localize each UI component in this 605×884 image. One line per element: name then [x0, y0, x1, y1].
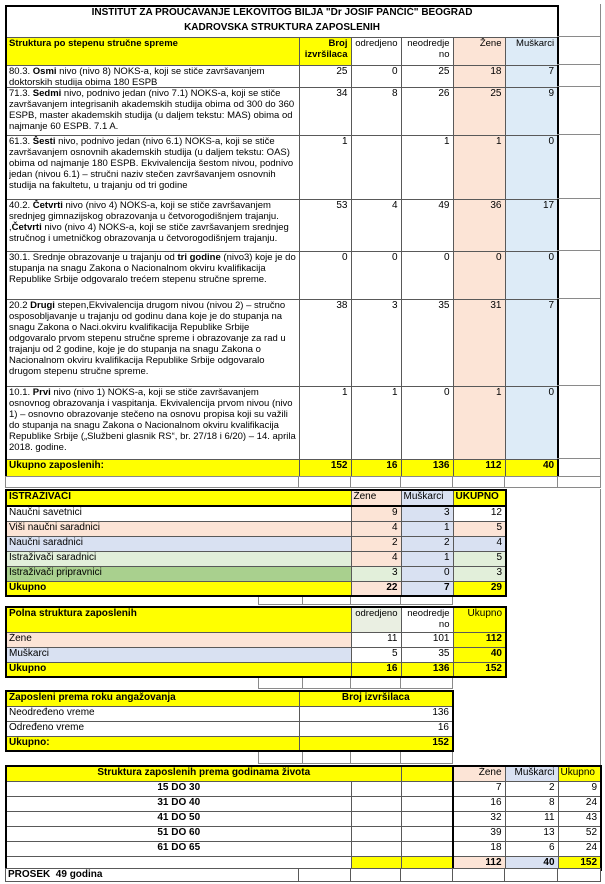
- section-title-polna-struktura: Polna struktura zaposlenih: [6, 607, 351, 632]
- table-header-row: [6, 37, 558, 65]
- table-row: [6, 477, 601, 488]
- table-row: [6, 796, 601, 811]
- level4-muskarci: 17: [505, 199, 558, 251]
- empty-cell: [351, 677, 401, 689]
- value-zene: 4: [351, 521, 401, 536]
- empty-cell: [401, 841, 453, 856]
- table-row: [6, 566, 506, 581]
- row-label: Žene: [6, 632, 351, 647]
- total-muskarci: 7: [401, 581, 453, 596]
- level4-odredjeno: 4: [351, 199, 401, 251]
- level1-broj: 1: [299, 386, 351, 459]
- empty-cell: [401, 751, 453, 764]
- column-header-odredjeno: odredjeno: [351, 37, 401, 65]
- row-label: Viši naučni saradnici: [6, 521, 351, 536]
- level8-odredjeno: 0: [351, 65, 401, 87]
- value-ukupno: 24: [558, 796, 601, 811]
- level71-description: 71.3. Sedmi nivo, podnivo jedan (nivo 7.1) NOKS-a, koji se stiče završavanjem integrisanih akademskih studija obima od 300 do 360 ESPB, master akademskih studija (u daljem tekstu: MAS) obima od najmanje 60 ESPB. 7.1 A.: [6, 87, 299, 135]
- value-muskarci: 6: [505, 841, 558, 856]
- average-age-label: PROSEK 49 godina: [6, 869, 299, 882]
- empty-cell: [303, 751, 351, 764]
- table-row: [6, 551, 506, 566]
- column-header-zene: Žene: [453, 37, 505, 65]
- column-header-ukupno: UKUPNO: [453, 490, 506, 506]
- total-zene: 112: [453, 856, 505, 870]
- table-header-row: [6, 607, 506, 632]
- total-muskarci: 40: [505, 856, 558, 870]
- total-row: [6, 581, 506, 596]
- total-row: [6, 459, 558, 477]
- level2-odredjeno: 3: [351, 299, 401, 386]
- table-row: [6, 506, 506, 521]
- level2-zene: 31: [453, 299, 505, 386]
- value-ukupno: 43: [558, 811, 601, 826]
- total-ukupno: 29: [453, 581, 506, 596]
- table-row: [6, 65, 558, 87]
- level4-broj: 53: [299, 199, 351, 251]
- column-header-zene: Žene: [351, 490, 401, 506]
- value-muskarci: 3: [401, 506, 453, 521]
- empty-cell: [303, 677, 351, 689]
- empty-cell: [299, 869, 351, 882]
- total-odredjeno: 16: [351, 459, 401, 477]
- value-muskarci: 13: [505, 826, 558, 841]
- total-label: Ukupno: [6, 581, 351, 596]
- age-range-label: 41 DO 50: [6, 811, 351, 826]
- age-range-label: 31 DO 40: [6, 796, 351, 811]
- empty-cell: [401, 766, 453, 781]
- value-muskarci: 8: [505, 796, 558, 811]
- total-odredjeno: 16: [351, 662, 401, 677]
- empty-cell: [351, 826, 401, 841]
- value-ukupno: 5: [453, 551, 506, 566]
- table-row: [6, 721, 453, 736]
- level1-odredjeno: 1: [351, 386, 401, 459]
- value-zene: 39: [453, 826, 505, 841]
- empty-cell: [6, 477, 299, 488]
- total-zene: 22: [351, 581, 401, 596]
- empty-cell: [351, 751, 401, 764]
- level3-odredjeno: 0: [351, 251, 401, 299]
- table-row: [6, 826, 601, 841]
- value-ukupno: 24: [558, 841, 601, 856]
- table-header-row: [6, 691, 453, 706]
- level1-description: 10.1. Prvi nivo (nivo 1) NOKS-a, koji se stiče završavanjem osnovnog obrazovanja i vaspitanja. Ekvivalencija prvom nivou (nivo 1) – osnovno obrazovanje stečeno na osnovu propisa koji su važili do stupanja na snagu Zakona o Nacionalnom okviru kvalifikacija Republike Srbije („Službeni glasnik RS“, br. 27/18 i 6/20) – 14. aprila 2018. godine.: [6, 386, 299, 459]
- gender-structure-table: [5, 606, 507, 678]
- empty-cell: [351, 811, 401, 826]
- level3-description: 30.1. Srednje obrazovanje u trajanju od tri godine (nivo3) koje je do stupanja na snagu Zakona o Nacionalnom okviru kvalifikacija Republike Srbije odgovaralo trećem stepenu stručne spreme.: [6, 251, 299, 299]
- total-label: Ukupno zaposlenih:: [6, 459, 299, 477]
- empty-cell: [453, 477, 505, 488]
- table-row: [6, 536, 506, 551]
- value-muskarci: 11: [505, 811, 558, 826]
- value-zene: 2: [351, 536, 401, 551]
- level2-description: 20.2 Drugi stepen,Ekvivalencija drugom nivou (nivou 2) – stručno osposobljavanje u trajanju od godinu dana koje je do stupanja na snagu Zakona o Naci.okviru kvalifikacija Republike Srbije odgovaralo prvom stepenu stručne spreme i obrazovanje za rad u trajanju od 2 godine, koje je do stupanja na snagu Zakona o Nacionalnom okviru kvalifikacija Republike Srbije odgovaralo drugom stepenu stručne spreme.: [6, 299, 299, 386]
- empty-cell: [259, 751, 303, 764]
- level4-neodredjeno: 49: [401, 199, 453, 251]
- value-zene: 3: [351, 566, 401, 581]
- level61-neodredjeno: 1: [401, 135, 453, 199]
- value-ukupno: 112: [453, 632, 506, 647]
- table-row: [259, 751, 453, 764]
- empty-cell: [401, 811, 453, 826]
- table-header-row: [6, 490, 506, 506]
- row-label: Istraživači pripravnici: [6, 566, 351, 581]
- value-muskarci: 0: [401, 566, 453, 581]
- column-header-muskarci: Muškarci: [505, 37, 558, 65]
- level3-broj: 0: [299, 251, 351, 299]
- empty-cell: [401, 677, 453, 689]
- total-ukupno: 152: [558, 856, 601, 870]
- value-muskarci: 2: [401, 536, 453, 551]
- total-ukupno: 152: [453, 662, 506, 677]
- row-label: Određeno vreme: [6, 721, 299, 736]
- level1-muskarci: 0: [505, 386, 558, 459]
- empty-cell: [401, 869, 453, 882]
- level8-zene: 18: [453, 65, 505, 87]
- column-header-zene: Žene: [453, 766, 505, 781]
- row-label: Istraživači saradnici: [6, 551, 351, 566]
- value-odredjeno: 11: [351, 632, 401, 647]
- column-header-ukupno: Ukupno: [453, 607, 506, 632]
- empty-cell: [505, 477, 558, 488]
- column-header-odredjeno: odredjeno: [351, 607, 401, 632]
- column-header-neodredjeno: neodredjeno: [401, 37, 453, 65]
- level4-zene: 36: [453, 199, 505, 251]
- table-row: [6, 632, 506, 647]
- level3-muskarci: 0: [505, 251, 558, 299]
- table-row: [6, 22, 558, 37]
- level8-muskarci: 7: [505, 65, 558, 87]
- level3-zene: 0: [453, 251, 505, 299]
- value-ukupno: 3: [453, 566, 506, 581]
- value-muskarci: 1: [401, 551, 453, 566]
- total-row: [6, 662, 506, 677]
- row-label: Naučni saradnici: [6, 536, 351, 551]
- value-ukupno: 12: [453, 506, 506, 521]
- level61-broj: 1: [299, 135, 351, 199]
- value-broj: 136: [299, 706, 453, 721]
- table-row: [6, 706, 453, 721]
- empty-cell: [351, 477, 401, 488]
- grid-right-line: [600, 4, 601, 36]
- table-row: [6, 386, 558, 459]
- total-broj: 152: [299, 459, 351, 477]
- level3-neodredjeno: 0: [401, 251, 453, 299]
- average-age-row: [5, 868, 601, 882]
- level71-broj: 34: [299, 87, 351, 135]
- value-zene: 16: [453, 796, 505, 811]
- table-row: [6, 199, 558, 251]
- level8-description: 80.3. Osmi nivo (nivo 8) NOKS-a, koji se stiče završavanjem doktorskih studija obima 180 ESPB: [6, 65, 299, 87]
- value-muskarci: 1: [401, 521, 453, 536]
- value-neodredjeno: 101: [401, 632, 453, 647]
- level61-muskarci: 0: [505, 135, 558, 199]
- age-range-label: 15 DO 30: [6, 781, 351, 796]
- column-header-neodredjeno: neodredjeno: [401, 607, 453, 632]
- value-broj: 16: [299, 721, 453, 736]
- total-label: Ukupno: [6, 662, 351, 677]
- table-row: [6, 251, 558, 299]
- empty-row: [258, 750, 453, 764]
- level71-odredjeno: 8: [351, 87, 401, 135]
- row-label: Naučni savetnici: [6, 506, 351, 521]
- grid-right-line: [600, 489, 601, 765]
- table-row: [6, 869, 601, 882]
- level71-neodredjeno: 26: [401, 87, 453, 135]
- value-zene: 32: [453, 811, 505, 826]
- level1-zene: 1: [453, 386, 505, 459]
- empty-cell: [558, 869, 601, 882]
- column-header-muskarci: Muškarci: [505, 766, 558, 781]
- value-odredjeno: 5: [351, 647, 401, 662]
- value-ukupno: 40: [453, 647, 506, 662]
- level2-broj: 38: [299, 299, 351, 386]
- value-zene: 18: [453, 841, 505, 856]
- level4-description: 40.2. Četvrti nivo (nivo 4) NOKS-a, koji se stiče završavanjem srednjeg gimnazijskog obrazovanja u četvorogodišnjem trajanju. ,Četvrti nivo (nivo 4) NOKS-a, koji se stiče završavanjem srednjeg stručnog i umetničkog obrazovanja u četvorogodišnjem trajanju.: [6, 199, 299, 251]
- value-zene: 9: [351, 506, 401, 521]
- section-title-istrazivaci: ISTRAŽIVAČI: [6, 490, 351, 506]
- row-label: Muškarci: [6, 647, 351, 662]
- value-ukupno: 4: [453, 536, 506, 551]
- value-ukupno: 9: [558, 781, 601, 796]
- document-title: INSTITUT ZA PROUČAVANJE LEKOVITOG BILJA "Dr JOSIF PANČIĆ" BEOGRAD: [6, 6, 558, 22]
- engagement-term-table: [5, 690, 454, 752]
- table-row: [6, 811, 601, 826]
- column-header-ukupno: Ukupno: [558, 766, 601, 781]
- section-title-rok-angazovanja: Zaposleni prema roku angažovanja: [6, 691, 299, 706]
- table-row: [6, 647, 506, 662]
- total-muskarci: 40: [505, 459, 558, 477]
- table-row: [6, 841, 601, 856]
- table-row: [6, 299, 558, 386]
- document-subtitle: KADROVSKA STRUKTURA ZAPOSLENIH: [6, 22, 558, 37]
- total-neodredjeno: 136: [401, 662, 453, 677]
- level71-muskarci: 9: [505, 87, 558, 135]
- value-neodredjeno: 35: [401, 647, 453, 662]
- empty-cell: [558, 477, 601, 488]
- value-muskarci: 2: [505, 781, 558, 796]
- total-label: Ukupno:: [6, 736, 299, 751]
- value-ukupno: 52: [558, 826, 601, 841]
- researchers-table: [5, 489, 507, 597]
- row-label: Neodređeno vreme: [6, 706, 299, 721]
- empty-cell: [351, 796, 401, 811]
- value-zene: 7: [453, 781, 505, 796]
- empty-cell: [505, 869, 558, 882]
- empty-grid-column: [557, 36, 601, 476]
- column-header-broj-izvrsilaca: Broj izvršilaca: [299, 37, 351, 65]
- level2-neodredjeno: 35: [401, 299, 453, 386]
- table-row: [6, 87, 558, 135]
- empty-cell: [351, 869, 401, 882]
- total-broj: 152: [299, 736, 453, 751]
- table-row: [6, 521, 506, 536]
- level2-muskarci: 7: [505, 299, 558, 386]
- column-header-muskarci: Muškarci: [401, 490, 453, 506]
- empty-cell: [401, 477, 453, 488]
- age-range-label: 61 DO 65: [6, 841, 351, 856]
- total-row: [6, 736, 453, 751]
- empty-cell: [401, 826, 453, 841]
- column-header-broj-izvrsilaca: Broj izvršilaca: [299, 691, 453, 706]
- level8-broj: 25: [299, 65, 351, 87]
- section-title-godine-zivota: Struktura zaposlenih prema godinama života: [6, 766, 401, 781]
- table-row: [6, 781, 601, 796]
- level8-neodredjeno: 25: [401, 65, 453, 87]
- level61-description: 61.3. Šesti nivo, podnivo jedan (nivo 6.1) NOKS-a, koji se stiče završavanjem osnovnih akademskih studija (u daljem tekstu: OAS) obima od najmanje 180 ESPB. Ekvivalencija šestom nivou, podnivo jedan (nivou 6.1) – stručni naziv stečen završavanjem osnovnih studija na fakultetu, u trajanju od tri godine: [6, 135, 299, 199]
- empty-cell: [351, 781, 401, 796]
- table-row: [6, 135, 558, 199]
- age-structure-table: [5, 765, 602, 871]
- level71-zene: 25: [453, 87, 505, 135]
- value-zene: 4: [351, 551, 401, 566]
- empty-row: [5, 476, 601, 488]
- empty-cell: [401, 781, 453, 796]
- empty-cell: [351, 841, 401, 856]
- level1-neodredjeno: 0: [401, 386, 453, 459]
- table-header-row: [6, 766, 601, 781]
- level61-odredjeno: [351, 135, 401, 199]
- value-ukupno: 5: [453, 521, 506, 536]
- column-header-structure: Struktura po stepenu stručne spreme: [6, 37, 299, 65]
- empty-cell: [299, 477, 351, 488]
- empty-cell: [401, 796, 453, 811]
- age-range-label: 51 DO 60: [6, 826, 351, 841]
- qualification-structure-table: [5, 5, 559, 478]
- empty-cell: [453, 869, 505, 882]
- table-row: [6, 6, 558, 22]
- empty-cell: [259, 677, 303, 689]
- table-row: [259, 677, 453, 689]
- level61-zene: 1: [453, 135, 505, 199]
- total-zene: 112: [453, 459, 505, 477]
- total-neodredjeno: 136: [401, 459, 453, 477]
